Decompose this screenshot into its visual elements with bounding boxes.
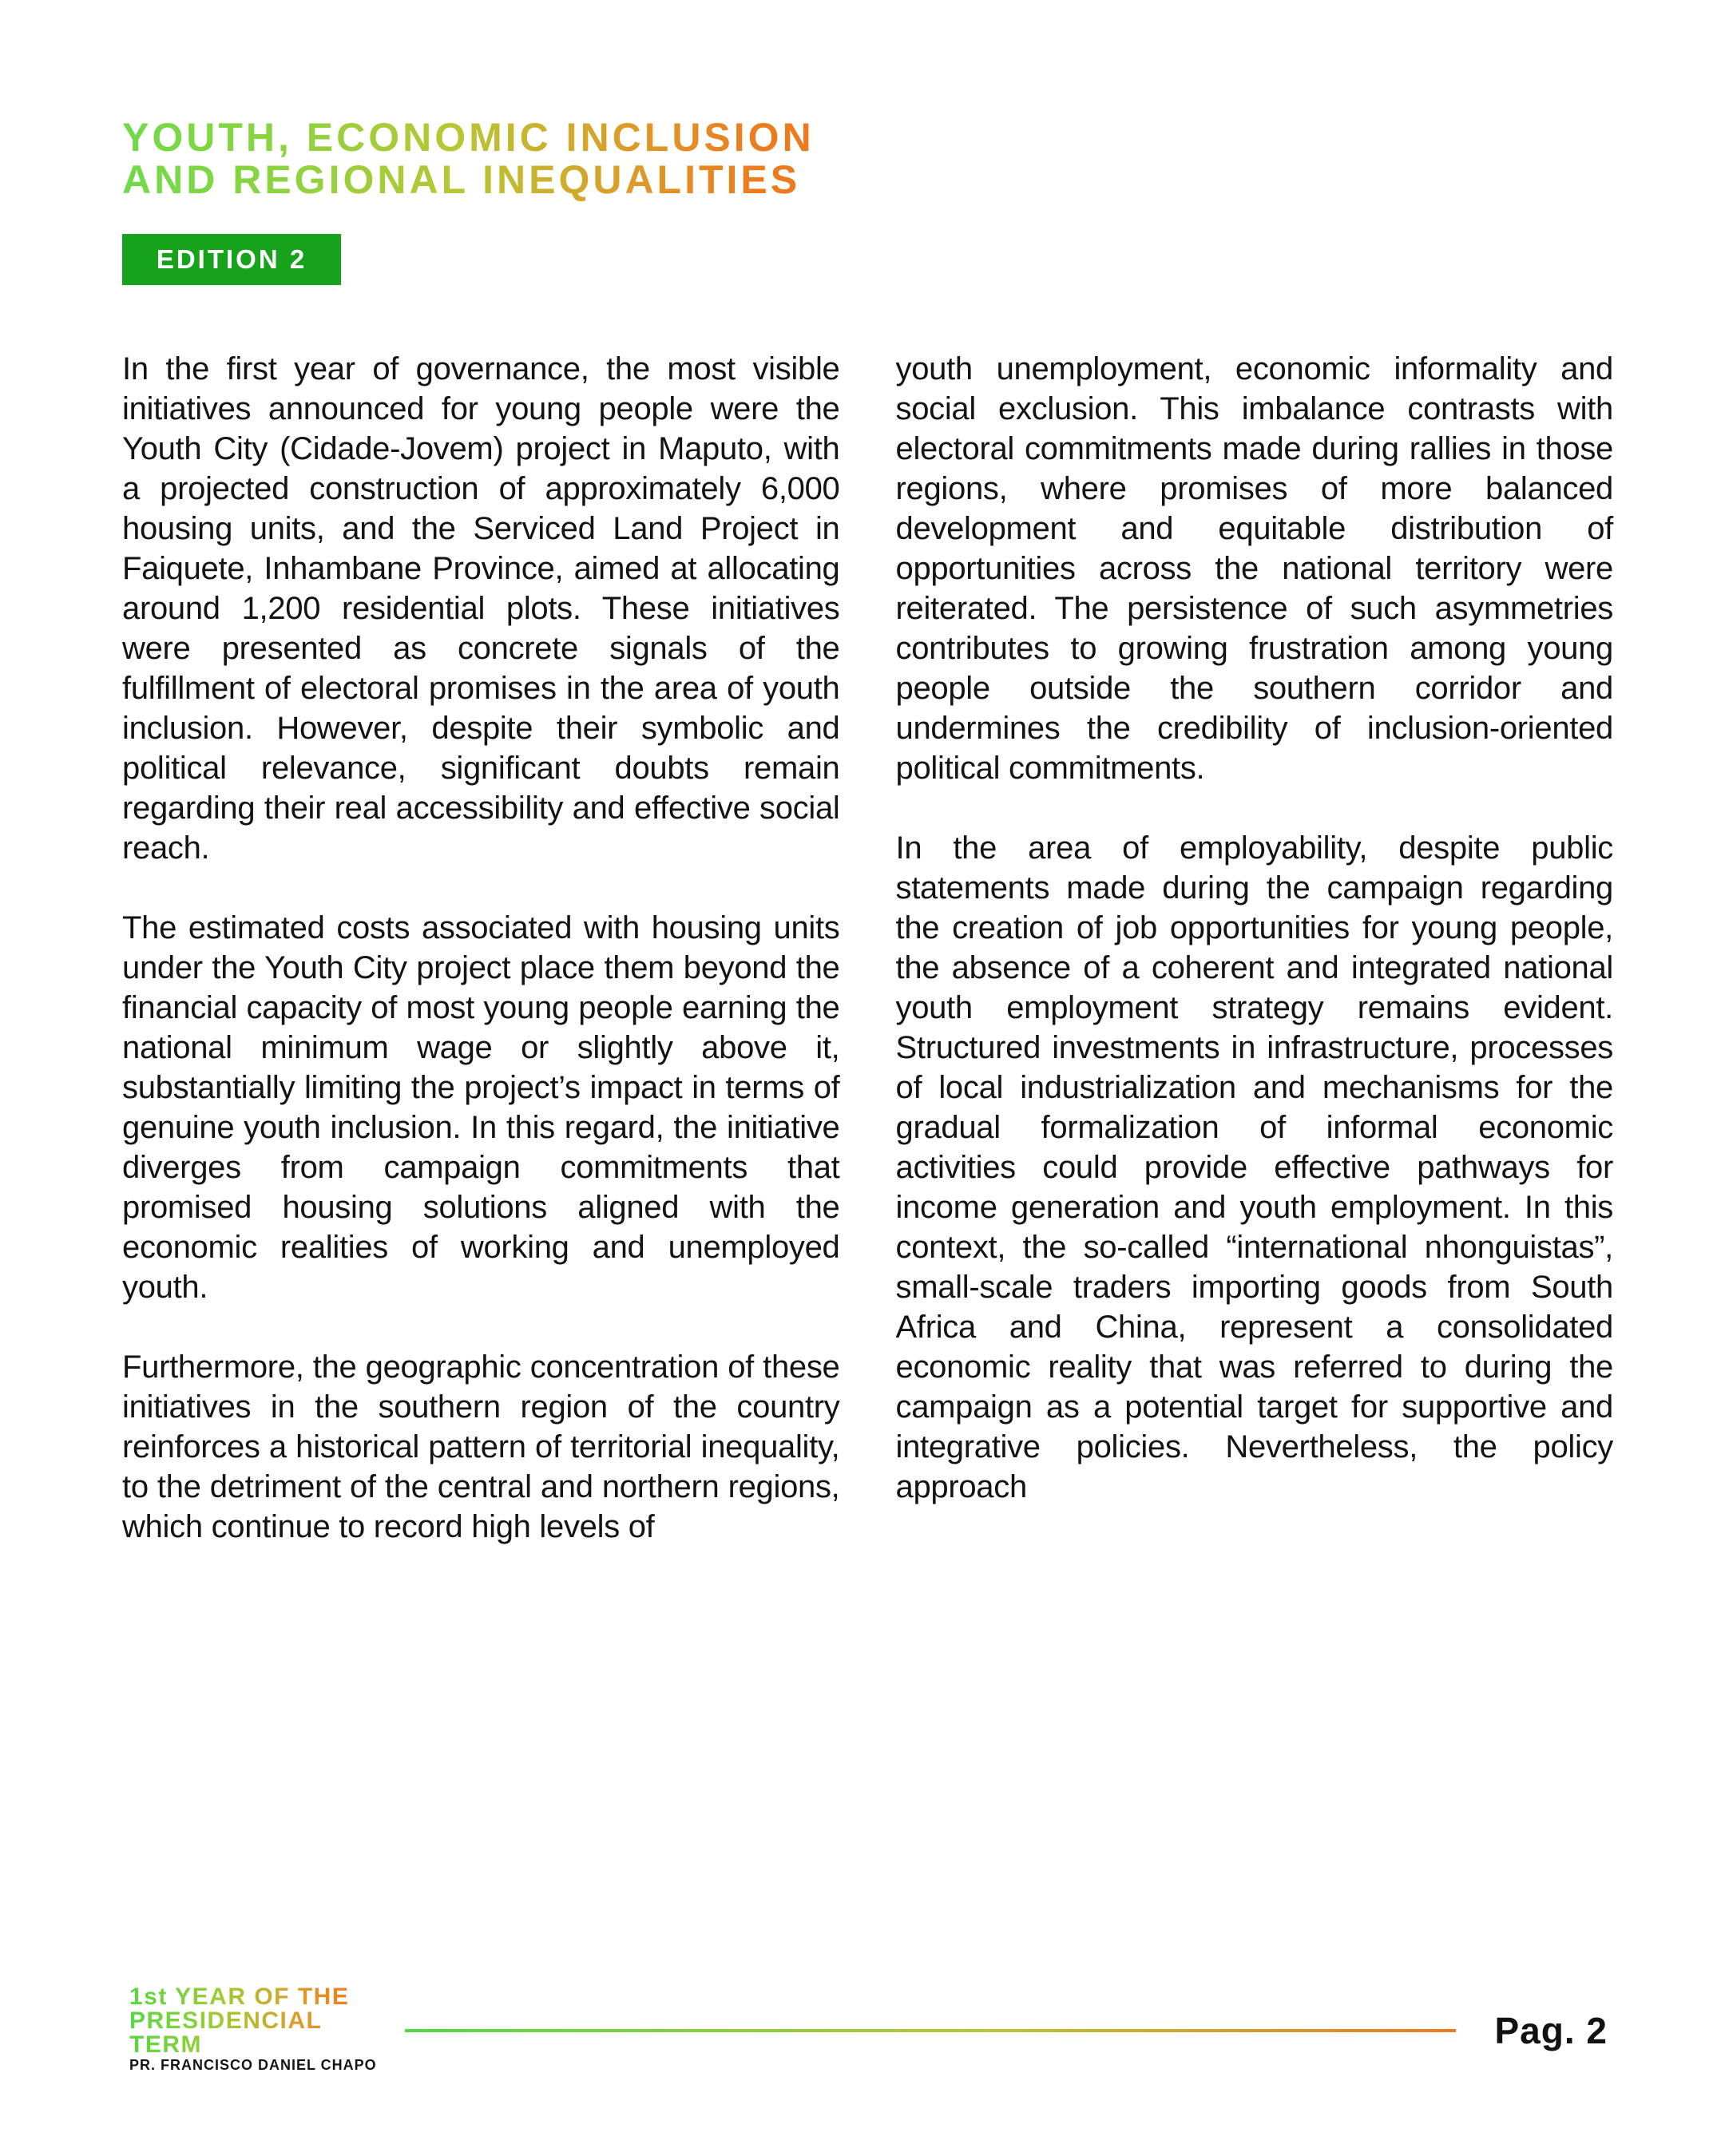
left-column — [122, 349, 840, 1547]
right-paragraph-2: In the area of employability, despite public statements made during the campaign regarding the creation of job opportunities for young people, the absence of a coherent and integrated national youth employment strategy remains evident. Structured investments in infrastructure, processes of local industrialization and mechanisms for the gradual formalization of informal economic activities could provide effective pathways for income generation and youth employment. In this context, the so-called “international nhonguistas”, small-scale traders importing goods from South Africa and China, represent a consolidated economic reality that was referred to during the campaign as a potential target for supportive and integrative policies. Nevertheless, the policy approach — [895, 830, 1613, 1504]
article-body — [122, 349, 1613, 1547]
left-paragraph-3: Furthermore, the geographic concentration of these initiatives in the southern region of the country reinforces a historical pattern of territorial inequality, to the detriment of the central and northern regions, which continue to record high levels of — [122, 1349, 840, 1544]
footer-author: PR. FRANCISCO DANIEL CHAPO — [129, 2057, 377, 2073]
page-number: Pag. 2 — [1494, 2010, 1608, 2051]
footer-divider-line — [405, 2029, 1456, 2032]
right-column — [896, 349, 1614, 1547]
edition-badge: EDITION 2 — [122, 234, 341, 285]
footer-brand-line-1: 1st YEAR OF THE — [129, 1984, 350, 2010]
footer-brand-line-3: TERM — [129, 2031, 202, 2058]
left-paragraph-2: The estimated costs associated with housing units under the Youth City project place them beyond the financial capacity of most young people earning the national minimum wage or slightly above it, substantially limiting the project’s impact in terms of genuine youth inclusion. In this regard, the initiative diverges from campaign commitments that promised housing solutions aligned with the economic realities of working and unemployed youth. — [122, 910, 840, 1305]
title-line-1: YOUTH, ECONOMIC INCLUSION — [122, 115, 815, 160]
page-title — [122, 117, 815, 201]
title-line-2: AND REGIONAL INEQUALITIES — [122, 157, 801, 202]
footer-brand — [129, 1985, 349, 2057]
footer-brand-line-2: PRESIDENCIAL — [129, 2007, 323, 2034]
left-paragraph-1: In the first year of governance, the most visible initiatives announced for young people were the Youth City (Cidade-Jovem) project in Maputo, with a projected construction of approximately 6,000 housing units, and the Serviced Land Project in Faiquete, Inhambane Province, aimed at allocating around 1,200 residential plots. These initiatives were presented as concrete signals of the fulfillment of electoral promises in the area of youth inclusion. However, despite their symbolic and political relevance, significant doubts remain regarding their real accessibility and effective social reach. — [122, 351, 840, 866]
right-paragraph-1: youth unemployment, economic informality and social exclusion. This imbalance contrasts with electoral commitments made during rallies in those regions, where promises of more balanced development and equitable distribution of opportunities across the national territory were reiterated. The persistence of such asymmetries contributes to growing frustration among young people outside the southern corridor and undermines the credibility of inclusion-oriented political commitments. — [895, 351, 1613, 786]
